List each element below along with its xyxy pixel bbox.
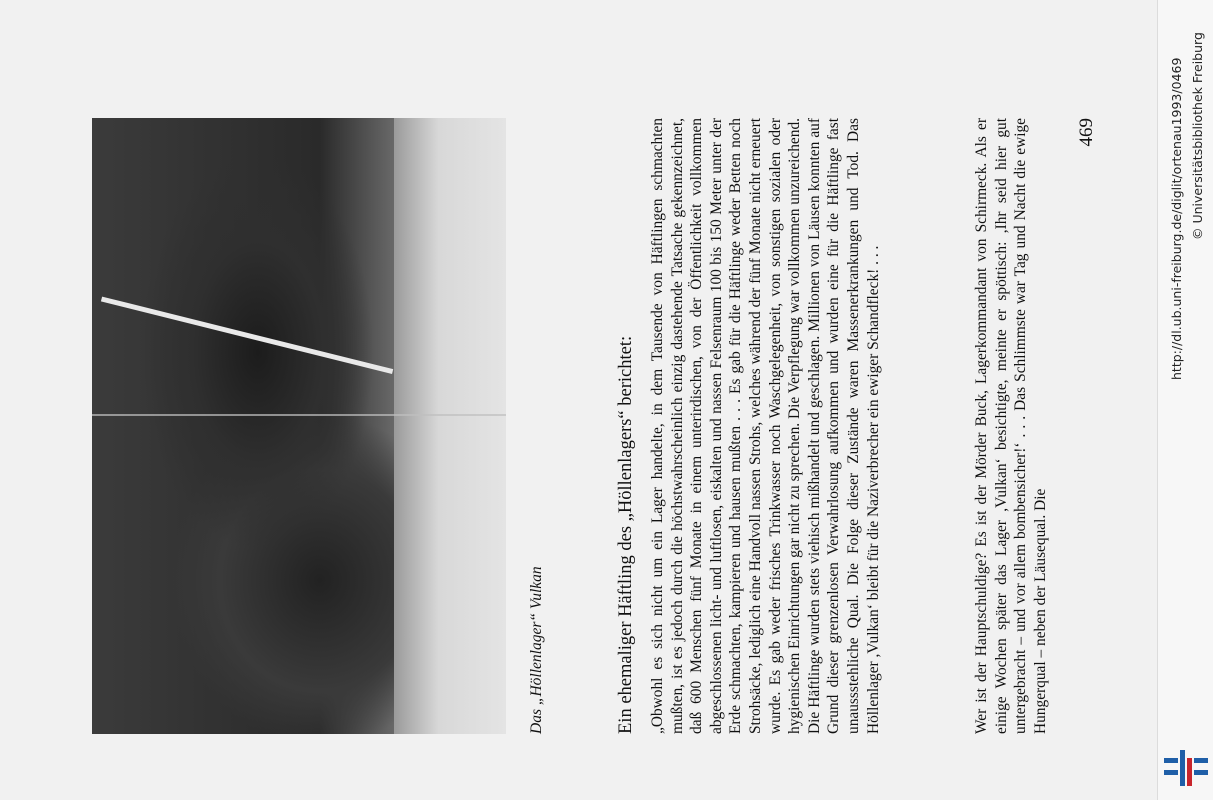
page-number: 469	[1076, 118, 1097, 147]
figure-caption: Das „Höllenlager“ Vulkan	[528, 566, 545, 734]
source-url-link[interactable]: http://dl.ub.uni-freiburg.de/diglit/ortenau1993/0469	[1169, 57, 1184, 380]
body-paragraph: Wer ist der Hauptschuldige? Es ist der Mörder Buck, Lagerkommandant von Schirmeck. Als er einige Wochen später das Lager ,Vulkan‘ besichtigte, meinte er spöttisch: ,Ihr seid hier gut untergebracht – und vor allem bombensicher!‘ . . . Das Schlimmste war Tag und Nacht die ewige Hungerqual – neben der Läusequal. Die	[973, 118, 1049, 734]
section-heading: Ein ehemaliger Häftling des „Höllenlagers“ berichtet:	[616, 335, 636, 734]
copyright-notice: © Universitätsbibliothek Freiburg	[1190, 32, 1205, 240]
cave-photograph	[92, 118, 506, 734]
quote-paragraph: „Obwohl es sich nicht um ein Lager handelte, in dem Tausende von Häftlingen schmachten mußten, ist es jedoch durch die höchstwahrscheinlich einzig dastehende Tatsache gekennzeichnet, daß 600 Menschen fünf Monate in einem unterirdischen, von der Öffentlichkeit vollkommen abgeschlossenen licht- und luftlosen, eiskalten und nassen Felsenraum 100 bis 150 Meter unter der Erde schmachten, kampieren und hausen mußten . . . Es gab für die Häftlinge weder Betten noch Strohsäcke, lediglich eine Handvoll nassen Strohs, welches während der fünf Monate nicht erneuert wurde. Es gab weder frisches Trinkwasser noch Waschgelegenheit, von sonstigen sozialen oder hygienischen Einrichtungen gar nicht zu sprechen. Die Verpflegung war vollkommen unzureichend. Die Häftlinge wurden stets viehisch mißhandelt und geschlagen. Millionen von Läusen konnten auf Grund dieser grenzenlosen Verwahrlosung aufkommen und wurden eine für die Häftlinge fast unaussstehliche Qual. Die Folge dieser Zustände waren Massenerkrankungen und Tod. Das Höllenlager ,Vulkan‘ bleibt für die Naziverbrecher ein ewiger Schandfleck! . . .	[649, 118, 882, 734]
library-logo-icon[interactable]	[1164, 748, 1208, 788]
